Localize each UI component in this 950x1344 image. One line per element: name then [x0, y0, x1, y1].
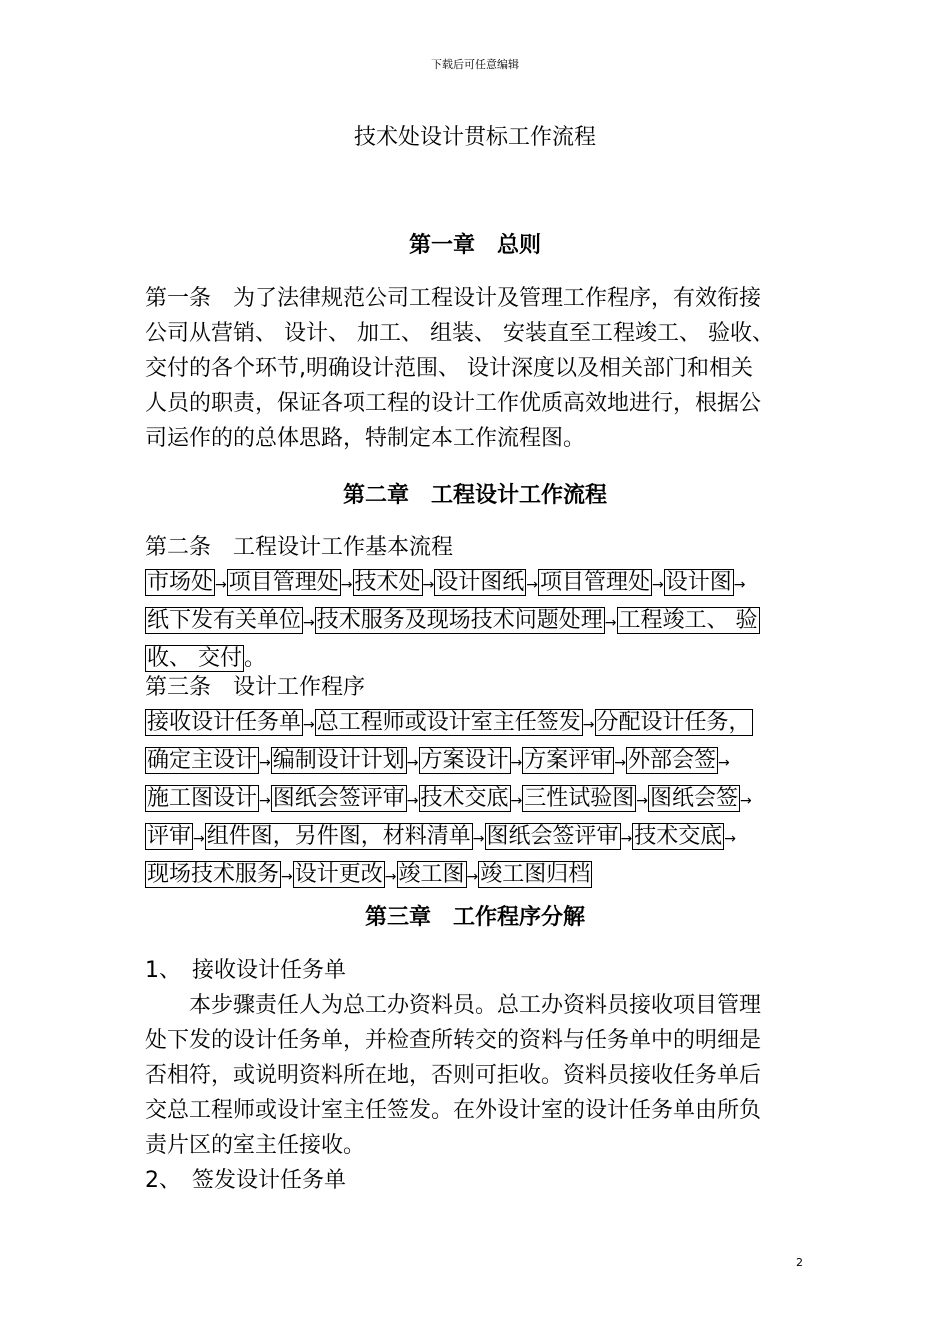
flow-step-box: 总工程师或设计室主任签发 [316, 710, 581, 735]
flow-step-box: 工程竣工、 验 [618, 608, 758, 633]
flow-step-box: 市场处 [147, 570, 214, 595]
arrow-icon: → [510, 755, 523, 771]
text-line: 交总工程师或设计室主任签发。在外设计室的设计任务单由所负 [145, 1098, 762, 1123]
arrow-icon: → [614, 755, 626, 771]
chapter2-heading: 第二章 工程设计工作流程 [342, 483, 607, 508]
basic-workflow [145, 565, 760, 676]
arrow-icon: → [472, 831, 485, 847]
arrow-icon: → [740, 793, 752, 809]
flow-step-box: 评审 [147, 824, 192, 849]
flow-step-box: 分配设计任务， [596, 710, 751, 735]
arrow-icon: → [384, 869, 397, 885]
document-title: 技术处设计贯标工作流程 [353, 125, 596, 150]
article3-title: 第三条 设计工作程序 [145, 675, 366, 700]
flow-step-box: 确定主设计 [147, 748, 258, 773]
flow-step-box: 技术交底 [634, 824, 723, 849]
flow-step-box: 设计更改 [294, 862, 383, 887]
flow-step-box: 项目管理处 [540, 570, 651, 595]
flow-step-box: 接收设计任务单 [147, 710, 302, 735]
arrow-icon: → [340, 577, 353, 593]
arrow-icon: → [620, 831, 633, 847]
flow-step-box: 方案设计 [420, 748, 509, 773]
flow-step-box: 技术服务及现场技术问题处理 [316, 608, 603, 633]
arrow-icon: → [406, 793, 419, 809]
flow-step-box: 三性试验图 [524, 786, 635, 811]
page-header: 下载后可任意编辑 [431, 58, 519, 71]
text-line: 公司从营销、 设计、 加工、 组装、 安装直至工程竣工、 验收、 [145, 321, 774, 346]
flow-line [145, 743, 753, 781]
arrow-icon: → [466, 869, 479, 885]
flow-line [145, 565, 760, 603]
flow-step-box: 编制设计计划 [272, 748, 405, 773]
text-line: 人员的职责，保证各项工程的设计工作优质高效地进行，根据公 [145, 391, 762, 416]
item2-title: 2、 签发设计任务单 [145, 1168, 346, 1193]
flow-line [145, 603, 760, 641]
flow-step-box: 外部会签 [628, 748, 717, 773]
page-number: 2 [796, 1256, 803, 1269]
flow-step-box: 纸下发有关单位 [147, 608, 302, 633]
flow-step-box: 竣工图归档 [480, 862, 591, 887]
arrow-icon: → [636, 793, 648, 809]
item1-title: 1、 接收设计任务单 [145, 958, 346, 983]
arrow-icon: → [303, 615, 315, 631]
flow-line [145, 781, 753, 819]
flow-step-box: 设计图纸 [436, 570, 525, 595]
arrow-icon: → [422, 577, 435, 593]
arrow-icon: → [724, 831, 736, 847]
text-line: 第一条 为了法律规范公司工程设计及管理工作程序，有效衔接 [145, 286, 762, 311]
flow-step-box: 技术处 [354, 570, 421, 595]
flow-step-box: 技术交底 [420, 786, 509, 811]
flow-line: 收、 交付。 [147, 646, 267, 671]
text-line: 处下发的设计任务单，并检查所转交的资料与任务单中的明细是 [145, 1028, 762, 1053]
flow-step-box: 组件图，另件图，材料清单 [206, 824, 471, 849]
flow-step-box: 图纸会签评审 [486, 824, 619, 849]
text-line: 本步骤责任人为总工办资料员。总工办资料员接收项目管理 [145, 993, 762, 1018]
flow-step-box: 项目管理处 [228, 570, 339, 595]
item1-paragraph [145, 988, 761, 1163]
flow-step-box: 设计图 [665, 570, 732, 595]
arrow-icon: → [215, 577, 227, 593]
text-line: 否相符，或说明资料所在地，否则可拒收。资料员接收任务单后 [145, 1063, 762, 1088]
flow-line [145, 819, 753, 857]
arrow-icon: → [604, 615, 617, 631]
flow-step-box: 收、 交付 [147, 646, 242, 671]
arrow-icon: → [259, 793, 271, 809]
arrow-icon: → [193, 831, 205, 847]
flow-step-box: 竣工图 [398, 862, 465, 887]
arrow-icon: → [582, 717, 595, 733]
design-procedure-workflow [145, 705, 753, 895]
arrow-icon: → [733, 577, 746, 593]
arrow-icon: → [406, 755, 419, 771]
arrow-icon: → [510, 793, 523, 809]
text-line: 交付的各个环节,明确设计范围、 设计深度以及相关部门和相关 [145, 356, 753, 381]
arrow-icon: → [652, 577, 664, 593]
flow-line [145, 857, 753, 895]
arrow-icon: → [526, 577, 538, 593]
arrow-icon: → [718, 755, 730, 771]
arrow-icon: → [259, 755, 271, 771]
text-line: 司运作的的总体思路，特制定本工作流程图。 [145, 426, 586, 451]
flow-step-box: 图纸会签 [650, 786, 739, 811]
arrow-icon: → [303, 717, 315, 733]
arrow-icon: → [281, 869, 293, 885]
chapter1-paragraph [145, 281, 774, 456]
flow-line [145, 705, 753, 743]
text-line: 责片区的室主任接收。 [145, 1133, 366, 1158]
flow-step-box: 施工图设计 [147, 786, 258, 811]
flow-step-box: 图纸会签评审 [272, 786, 405, 811]
chapter3-heading: 第三章 工作程序分解 [364, 905, 585, 930]
flow-step-box: 现场技术服务 [147, 862, 280, 887]
flow-step-box: 方案评审 [524, 748, 613, 773]
chapter1-heading: 第一章 总则 [408, 233, 541, 258]
article2-title: 第二条 工程设计工作基本流程 [145, 535, 454, 560]
